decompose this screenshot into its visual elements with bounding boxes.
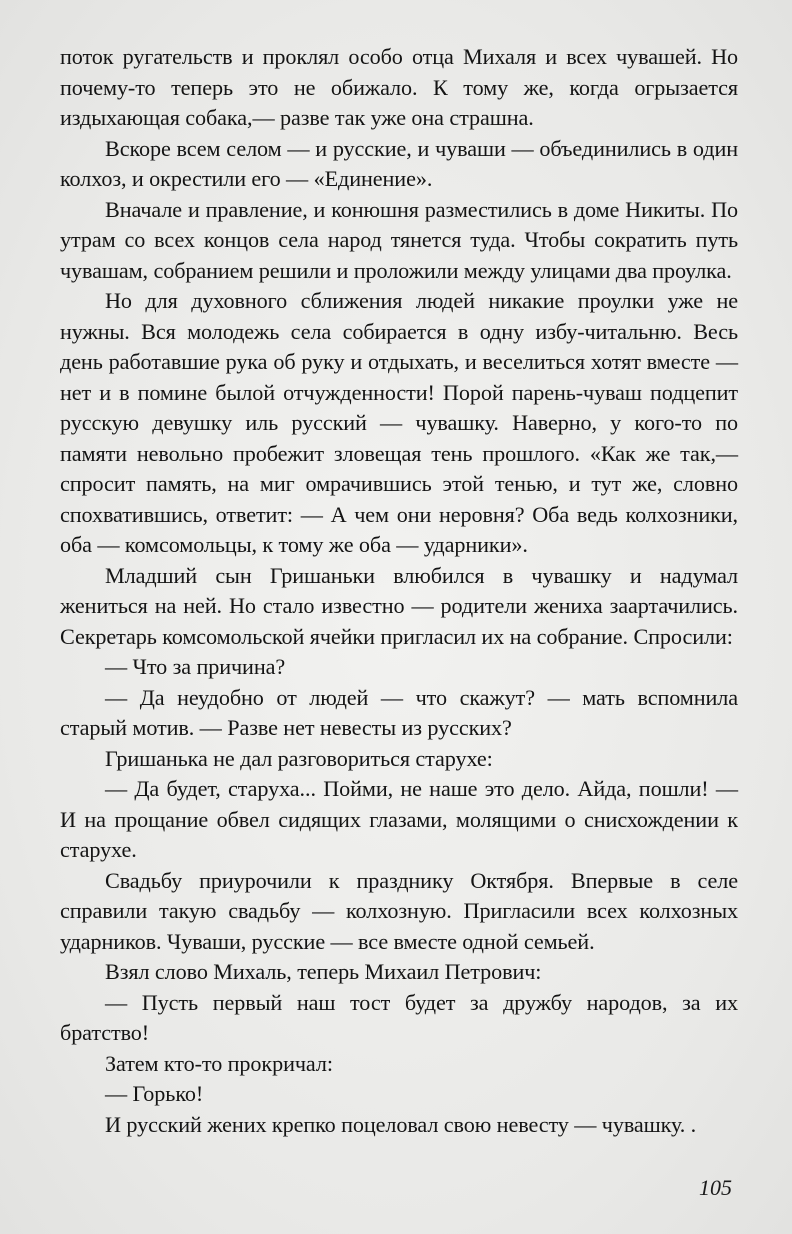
paragraph: Затем кто-то прокричал: [105,1050,333,1076]
paragraph: Гришанька не дал разговориться старухе: [105,745,493,771]
paragraph: Свадьбу приурочили к празднику Октября. Впервые в селе справили такую свадьбу — колхозную. Пригласили всех колхозных ударников. Чуваши, русские — все вместе одной семьей. [60,867,738,954]
paragraph: Но для духовного сближения людей никакие проулки уже не нужны. Вся молодежь села собирается в одну избу-читальню. Весь день работавшие рука об руку и отдыхать, и веселиться хотят вместе — нет и в помине былой отчужденности! Порой парень-чуваш подцепит русскую девушку иль русский — чувашку. Наверно, у кого-то по памяти невольно пробежит зловещая тень прошлого. «Как же так,— спросит память, на миг омрачившись этой тенью, и тут же, словно спохватившись, ответит: — А чем они неровня? Оба ведь колхозники, оба — комсомольцы, к тому же оба — ударники». [60,288,738,557]
dialogue-line: — Да неудобно от людей — что скажут? — мать вспомнила старый мотив. — Разве нет невесты из русских? [60,684,738,740]
body-text [60,42,738,1140]
paragraph: Вначале и правление, и конюшня разместились в доме Никиты. По утрам со всех концов села народ тянется туда. Чтобы сократить путь чувашам, собранием решили и проложили между улицами два проулка. [60,196,738,283]
page-number: 105 [699,1175,732,1200]
paragraph: Взял слово Михаль, теперь Михаил Петрович: [105,959,542,984]
paragraph: поток ругательств и проклял особо отца Михаля и всех чувашей. Но почему-то теперь это не обижало. К тому же, когда огрызается издыхающая собака,— разве так уже она страшна. [60,44,738,130]
dialogue-line: — Пусть первый наш тост будет за дружбу народов, за их братство! [60,989,738,1045]
paragraph: Вскоре всем селом — и русские, и чуваши — объединились в один колхоз, и окрестили его — «Единение». [60,135,738,191]
paragraph: И русский жених крепко поцеловал свою невесту — чувашку. . [105,1111,697,1137]
paragraph: Младший сын Гришаньки влюбился в чувашку и надумал жениться на ней. Но стало известно — родители жениха заартачились. Секретарь комсомольской ячейки пригласил их на собрание. Спросили: [60,562,738,649]
dialogue-line: — Горько! [105,1081,204,1106]
dialogue-line: — Да будет, старуха... Пойми, не наше это дело. Айда, пошли! — И на прощание обвел сидящих глазами, молящими о снисхождении к старухе. [60,776,738,862]
dialogue-line: — Что за причина? [105,654,286,679]
